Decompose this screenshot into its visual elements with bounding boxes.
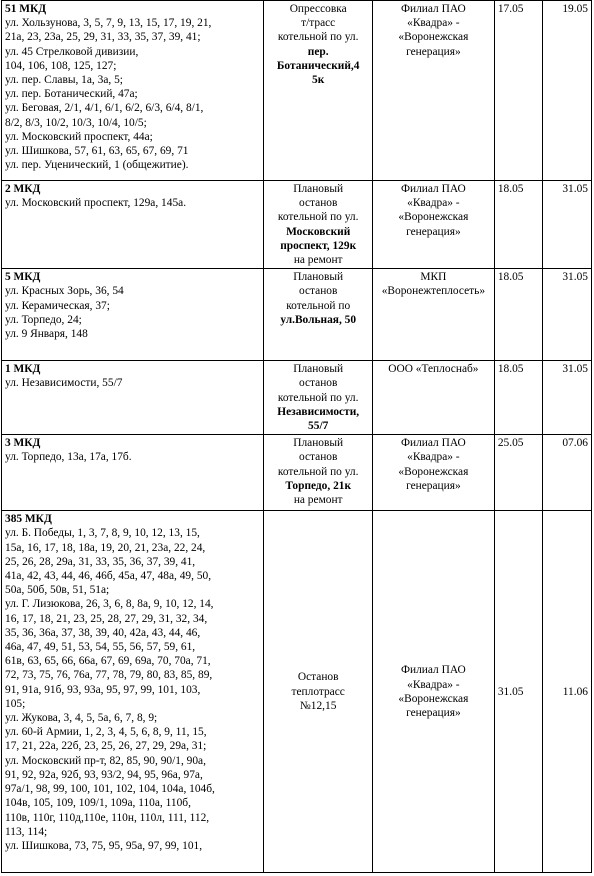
address-line: ул. 9 Января, 148 <box>5 328 88 341</box>
address-line: 35, 36, 36а, 37, 38, 39, 40, 42а, 43, 44, 46, <box>5 626 201 639</box>
address-line: 15а, 16, 17, 18, 18а, 19, 20, 21, 23а, 22, 24, <box>5 541 206 554</box>
work-text: Опрессовка <box>289 3 347 15</box>
address-line: 50а, 50б, 50в, 51, 51а; <box>5 584 110 597</box>
organization-name: ООО «Теплоснаб» <box>388 363 479 376</box>
organization-name: Филиал ПАО <box>401 183 466 195</box>
organization-cell <box>372 1 494 181</box>
start-date: 25.05 <box>494 435 543 511</box>
address-line: 61в, 63, 65, 66, 66а, 67, 69, 69а, 70, 70а, 71, <box>5 655 211 668</box>
address-line: 8/2, 8/3, 10/2, 10/3, 10/4, 10/5; <box>5 116 147 129</box>
work-location: проспект, 129к <box>280 239 357 252</box>
work-text: №12,15 <box>299 699 337 712</box>
end-date: 31.05 <box>543 361 592 435</box>
work-location: 5к <box>312 74 325 87</box>
work-location: Московский <box>286 225 351 238</box>
address-line: 105; <box>5 697 26 710</box>
work-text: котельной по ул. <box>277 211 359 224</box>
work-description-cell <box>264 181 372 269</box>
address-line: ул. пер. Ботанический, 47а; <box>5 88 138 101</box>
address-line: ул. Б. Победы, 1, 3, 7, 8, 9, 10, 12, 13, 15, <box>5 527 200 540</box>
address-cell <box>2 511 264 873</box>
address-line: ул. Красных Зорь, 36, 54 <box>5 285 124 298</box>
work-text: на ремонт <box>293 494 343 507</box>
address-line: 46а, 47, 49, 51, 53, 54, 55, 56, 57, 59, 61, <box>5 641 196 654</box>
address-line: ул. Московский проспект, 44а; <box>5 130 153 143</box>
work-text: останов <box>298 377 338 390</box>
address-line: 104, 106, 108, 125, 127; <box>5 59 117 72</box>
work-text: котельной по <box>286 299 351 312</box>
table-row <box>2 361 592 435</box>
work-description-cell <box>264 1 372 181</box>
table-row <box>2 269 592 361</box>
building-count: 2 МКД <box>5 183 41 195</box>
organization-name: «Воронежтеплосеть» <box>381 285 486 298</box>
end-date: 31.05 <box>543 269 592 361</box>
organization-name: Филиал ПАО <box>401 3 466 15</box>
work-text: Плановый <box>293 271 344 284</box>
organization-name: «Квадра» - <box>407 451 460 464</box>
address-line: ул. пер. Славы, 1а, 3а, 5; <box>5 74 123 87</box>
address-line: 113, 114; <box>5 825 48 838</box>
organization-name: «Воронежская <box>398 692 469 705</box>
work-text: котельной по ул. <box>277 465 359 478</box>
organization-name: «Квадра» - <box>407 17 460 30</box>
start-date: 18.05 <box>494 269 543 361</box>
address-line: ул. Г. Лизюкова, 26, 3, 6, 8, 8а, 9, 10, 12, 14, <box>5 598 214 611</box>
work-location: Независимости, <box>277 405 360 418</box>
work-text: теплотрасс <box>291 685 345 698</box>
organization-name: генерация» <box>406 706 461 719</box>
address-line: 91, 92, 92а, 92б, 93, 93/2, 94, 95, 96а, 97а, <box>5 768 203 781</box>
address-line: ул. 45 Стрелковой дивизии, <box>5 45 139 58</box>
end-date: 07.06 <box>543 435 592 511</box>
work-text: Плановый <box>293 437 344 450</box>
organization-name: генерация» <box>406 225 461 238</box>
address-line: 91, 91а, 91б, 93, 93а, 95, 97, 99, 101, 103, <box>5 683 201 696</box>
work-text: Плановый <box>293 363 344 376</box>
organization-name: «Воронежская <box>398 31 469 44</box>
address-line: ул. Керамическая, 37; <box>5 299 110 312</box>
address-line: ул. Торпедо, 24; <box>5 313 82 326</box>
address-line: ул. Шишкова, 57, 61, 63, 65, 67, 69, 71 <box>5 145 189 158</box>
address-line: 25, 26, 28, 29а, 31, 33, 35, 36, 37, 39, 41, <box>5 555 196 568</box>
work-location: ул.Вольная, 50 <box>280 313 357 326</box>
address-line: ул. Независимости, 55/7 <box>5 377 123 390</box>
building-count: 51 МКД <box>5 3 47 15</box>
organization-name: генерация» <box>406 479 461 492</box>
table-row <box>2 511 592 873</box>
address-line: ул. Шишкова, 73, 75, 95, 95а, 97, 99, 101, <box>5 839 203 852</box>
address-line: ул. Жукова, 3, 4, 5, 5а, 6, 7, 8, 9; <box>5 712 158 725</box>
building-count: 385 МКД <box>5 513 52 526</box>
work-description-cell <box>264 435 372 511</box>
work-description-cell <box>264 511 372 873</box>
organization-name: Филиал ПАО <box>401 664 466 677</box>
outage-schedule-table <box>1 0 592 873</box>
address-line: 16, 17, 18, 21, 23, 25, 28, 27, 29, 31, 32, 34, <box>5 612 208 625</box>
address-cell <box>2 435 264 511</box>
work-text: на ремонт <box>293 254 343 267</box>
work-text: Плановый <box>293 183 344 195</box>
address-line: 21а, 23, 23а, 25, 29, 31, 33, 35, 37, 39, 41; <box>5 31 201 44</box>
organization-name: генерация» <box>406 45 461 58</box>
work-location: 55/7 <box>308 420 329 433</box>
address-line: 41а, 42, 43, 44, 46, 46б, 45а, 47, 48а, 49, 50, <box>5 570 212 583</box>
work-description-cell <box>264 269 372 361</box>
address-line: 104в, 105, 109, 109/1, 109а, 110а, 110б, <box>5 797 191 810</box>
work-location: Ботанический,4 <box>276 59 360 72</box>
building-count: 3 МКД <box>5 437 41 450</box>
outage-schedule-body <box>2 1 592 873</box>
start-date: 18.05 <box>494 181 543 269</box>
organization-cell <box>372 435 494 511</box>
start-date: 18.05 <box>494 361 543 435</box>
organization-name: «Квадра» - <box>407 678 460 691</box>
building-count: 1 МКД <box>5 363 41 376</box>
address-line: 110в, 110г, 110д,110е, 110н, 110л, 111, 112, <box>5 811 210 824</box>
organization-name: «Квадра» - <box>407 197 460 210</box>
address-line: 97а/1, 98, 99, 100, 101, 102, 104, 104а, 104б, <box>5 783 215 796</box>
work-location: пер. <box>307 45 329 58</box>
address-line: ул. Хользунова, 3, 5, 7, 9, 13, 15, 17, 19, 21, <box>5 17 212 30</box>
work-text: останов <box>298 451 338 464</box>
end-date: 11.06 <box>543 511 592 873</box>
address-line: 17, 21, 22а, 22б, 23, 25, 26, 27, 29, 29а, 31; <box>5 740 207 753</box>
start-date: 31.05 <box>494 511 543 873</box>
organization-cell <box>372 361 494 435</box>
work-text: останов <box>298 197 338 210</box>
address-cell <box>2 181 264 269</box>
end-date: 31.05 <box>543 181 592 269</box>
end-date: 19.05 <box>543 1 592 181</box>
address-cell <box>2 269 264 361</box>
organization-cell <box>372 269 494 361</box>
work-description-cell <box>264 361 372 435</box>
address-line: ул. Торпедо, 13а, 17а, 17б. <box>5 451 132 464</box>
organization-name: Филиал ПАО <box>401 437 466 450</box>
table-row <box>2 181 592 269</box>
address-line: ул. Беговая, 2/1, 4/1, 6/1, 6/2, 6/3, 6/4, 8/1, <box>5 102 204 115</box>
work-text: т/трасс <box>301 17 336 30</box>
start-date: 17.05 <box>494 1 543 181</box>
address-line: 72, 73, 75, 76, 76а, 77, 78, 79, 80, 83, 85, 89, <box>5 669 213 682</box>
building-count: 5 МКД <box>5 271 41 284</box>
work-text: Останов <box>297 671 339 684</box>
organization-cell <box>372 511 494 873</box>
organization-cell <box>372 181 494 269</box>
address-line: ул. 60-й Армии, 1, 2, 3, 4, 5, 6, 8, 9, 11, 15, <box>5 726 207 739</box>
work-location: Торпедо, 21к <box>285 479 352 492</box>
work-text: котельной по ул. <box>277 31 359 44</box>
organization-name: «Воронежская <box>398 465 469 478</box>
address-line: ул. Московский пр-т, 82, 85, 90, 90/1, 90а, <box>5 754 206 767</box>
organization-name: «Воронежская <box>398 211 469 224</box>
work-text: котельной по ул. <box>277 391 359 404</box>
address-line: ул. пер. Уценический, 1 (общежитие). <box>5 159 189 172</box>
work-text: останов <box>298 285 338 298</box>
address-cell <box>2 1 264 181</box>
organization-name: МКП <box>420 271 447 284</box>
table-row <box>2 435 592 511</box>
address-cell <box>2 361 264 435</box>
address-line: ул. Московский проспект, 129а, 145а. <box>5 197 187 210</box>
table-row <box>2 1 592 181</box>
